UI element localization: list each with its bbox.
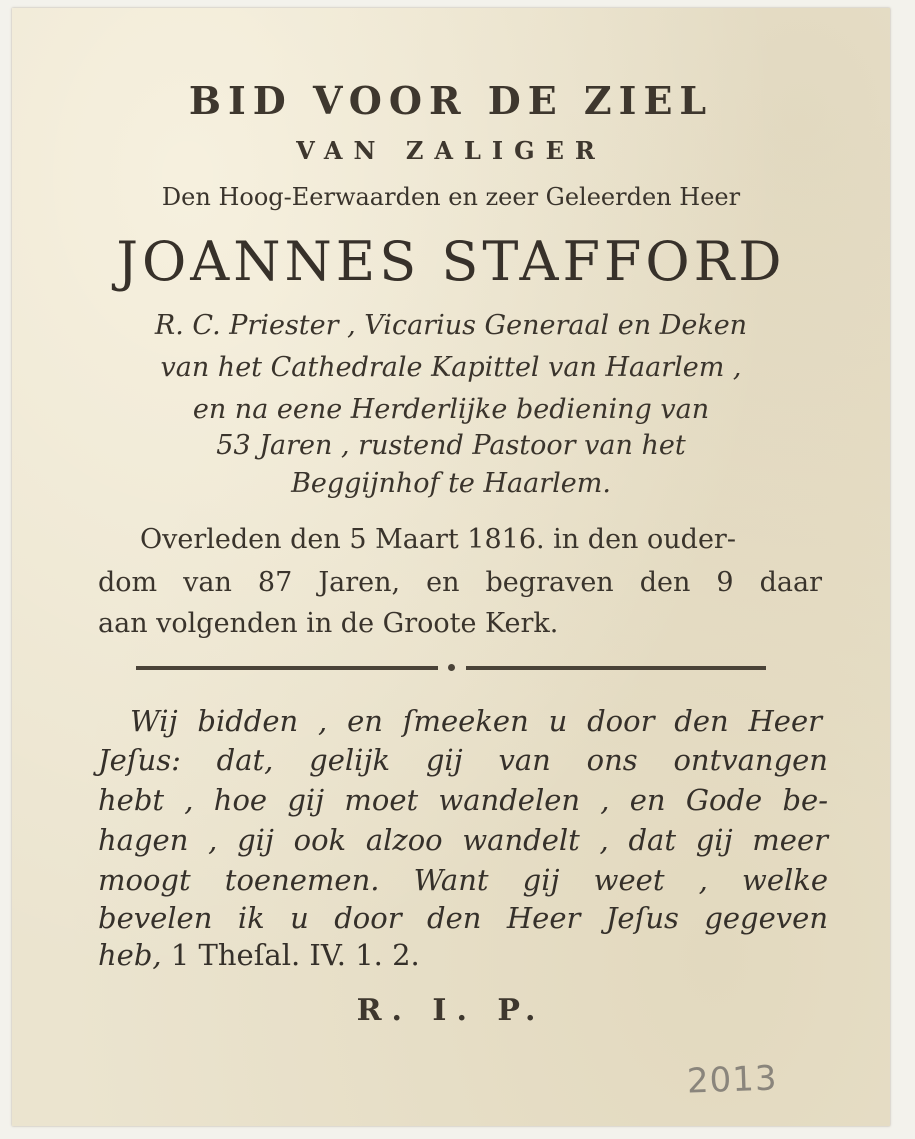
death-line-1 xyxy=(140,524,822,555)
citation-italic: heb, xyxy=(98,938,162,972)
prayer-line-2: Jeſus: dat, gelijk gij van ons ontvangen xyxy=(98,743,828,777)
honorific: Den Hoog-Eerwaarden en zeer Geleerden Heer xyxy=(161,183,741,211)
memorial-card xyxy=(12,8,890,1126)
title-line-5: Beggijnhof te Haarlem. xyxy=(291,468,611,499)
citation-reference: 1 Theſal. IV. 1. 2. xyxy=(161,938,420,972)
title-line-2: van het Cathedrale Kapittel van Haarlem , xyxy=(160,352,742,383)
divider-left xyxy=(136,666,438,670)
subheading: VAN ZALIGER xyxy=(296,136,606,165)
title-line-3: en na eene Herderlijke bediening van xyxy=(192,394,710,425)
divider-dot xyxy=(448,664,455,671)
deceased-name: JOANNES STAFFORD xyxy=(116,230,786,293)
death-line-2: dom van 87 Jaren, en begraven den 9 daar xyxy=(98,567,822,598)
citation-line xyxy=(98,938,828,972)
rip-closing: R. I. P. xyxy=(356,993,546,1028)
prayer-line-5: moogt toenemen. Want gij weet , welke xyxy=(98,863,828,897)
divider-rule xyxy=(136,662,766,674)
prayer-line-1: Wij bidden , en ſmeeken u door den Heer xyxy=(130,704,822,738)
prayer-line-3: hebt , hoe gij moet wandelen , en Gode be- xyxy=(98,783,828,817)
prayer-line-4: hagen , gij ook alzoo wandelt , dat gij meer xyxy=(98,823,828,857)
death-line-3: aan volgenden in de Groote Kerk. xyxy=(98,608,559,639)
heading: BID VOOR DE ZIEL xyxy=(188,78,714,123)
title-line-4: 53 Jaren , rustend Pastoor van het xyxy=(216,430,686,461)
title-line-1: R. C. Priester , Vicarius Generaal en Deken xyxy=(154,310,748,341)
prayer-line-6: bevelen ik u door den Heer Jeſus gegeven xyxy=(98,901,828,935)
death-line-1-text: Overleden den 5 Maart 1816. in den ouder- xyxy=(140,524,736,555)
pencil-inscription: 2013 xyxy=(686,1058,779,1102)
divider-right xyxy=(466,666,766,670)
